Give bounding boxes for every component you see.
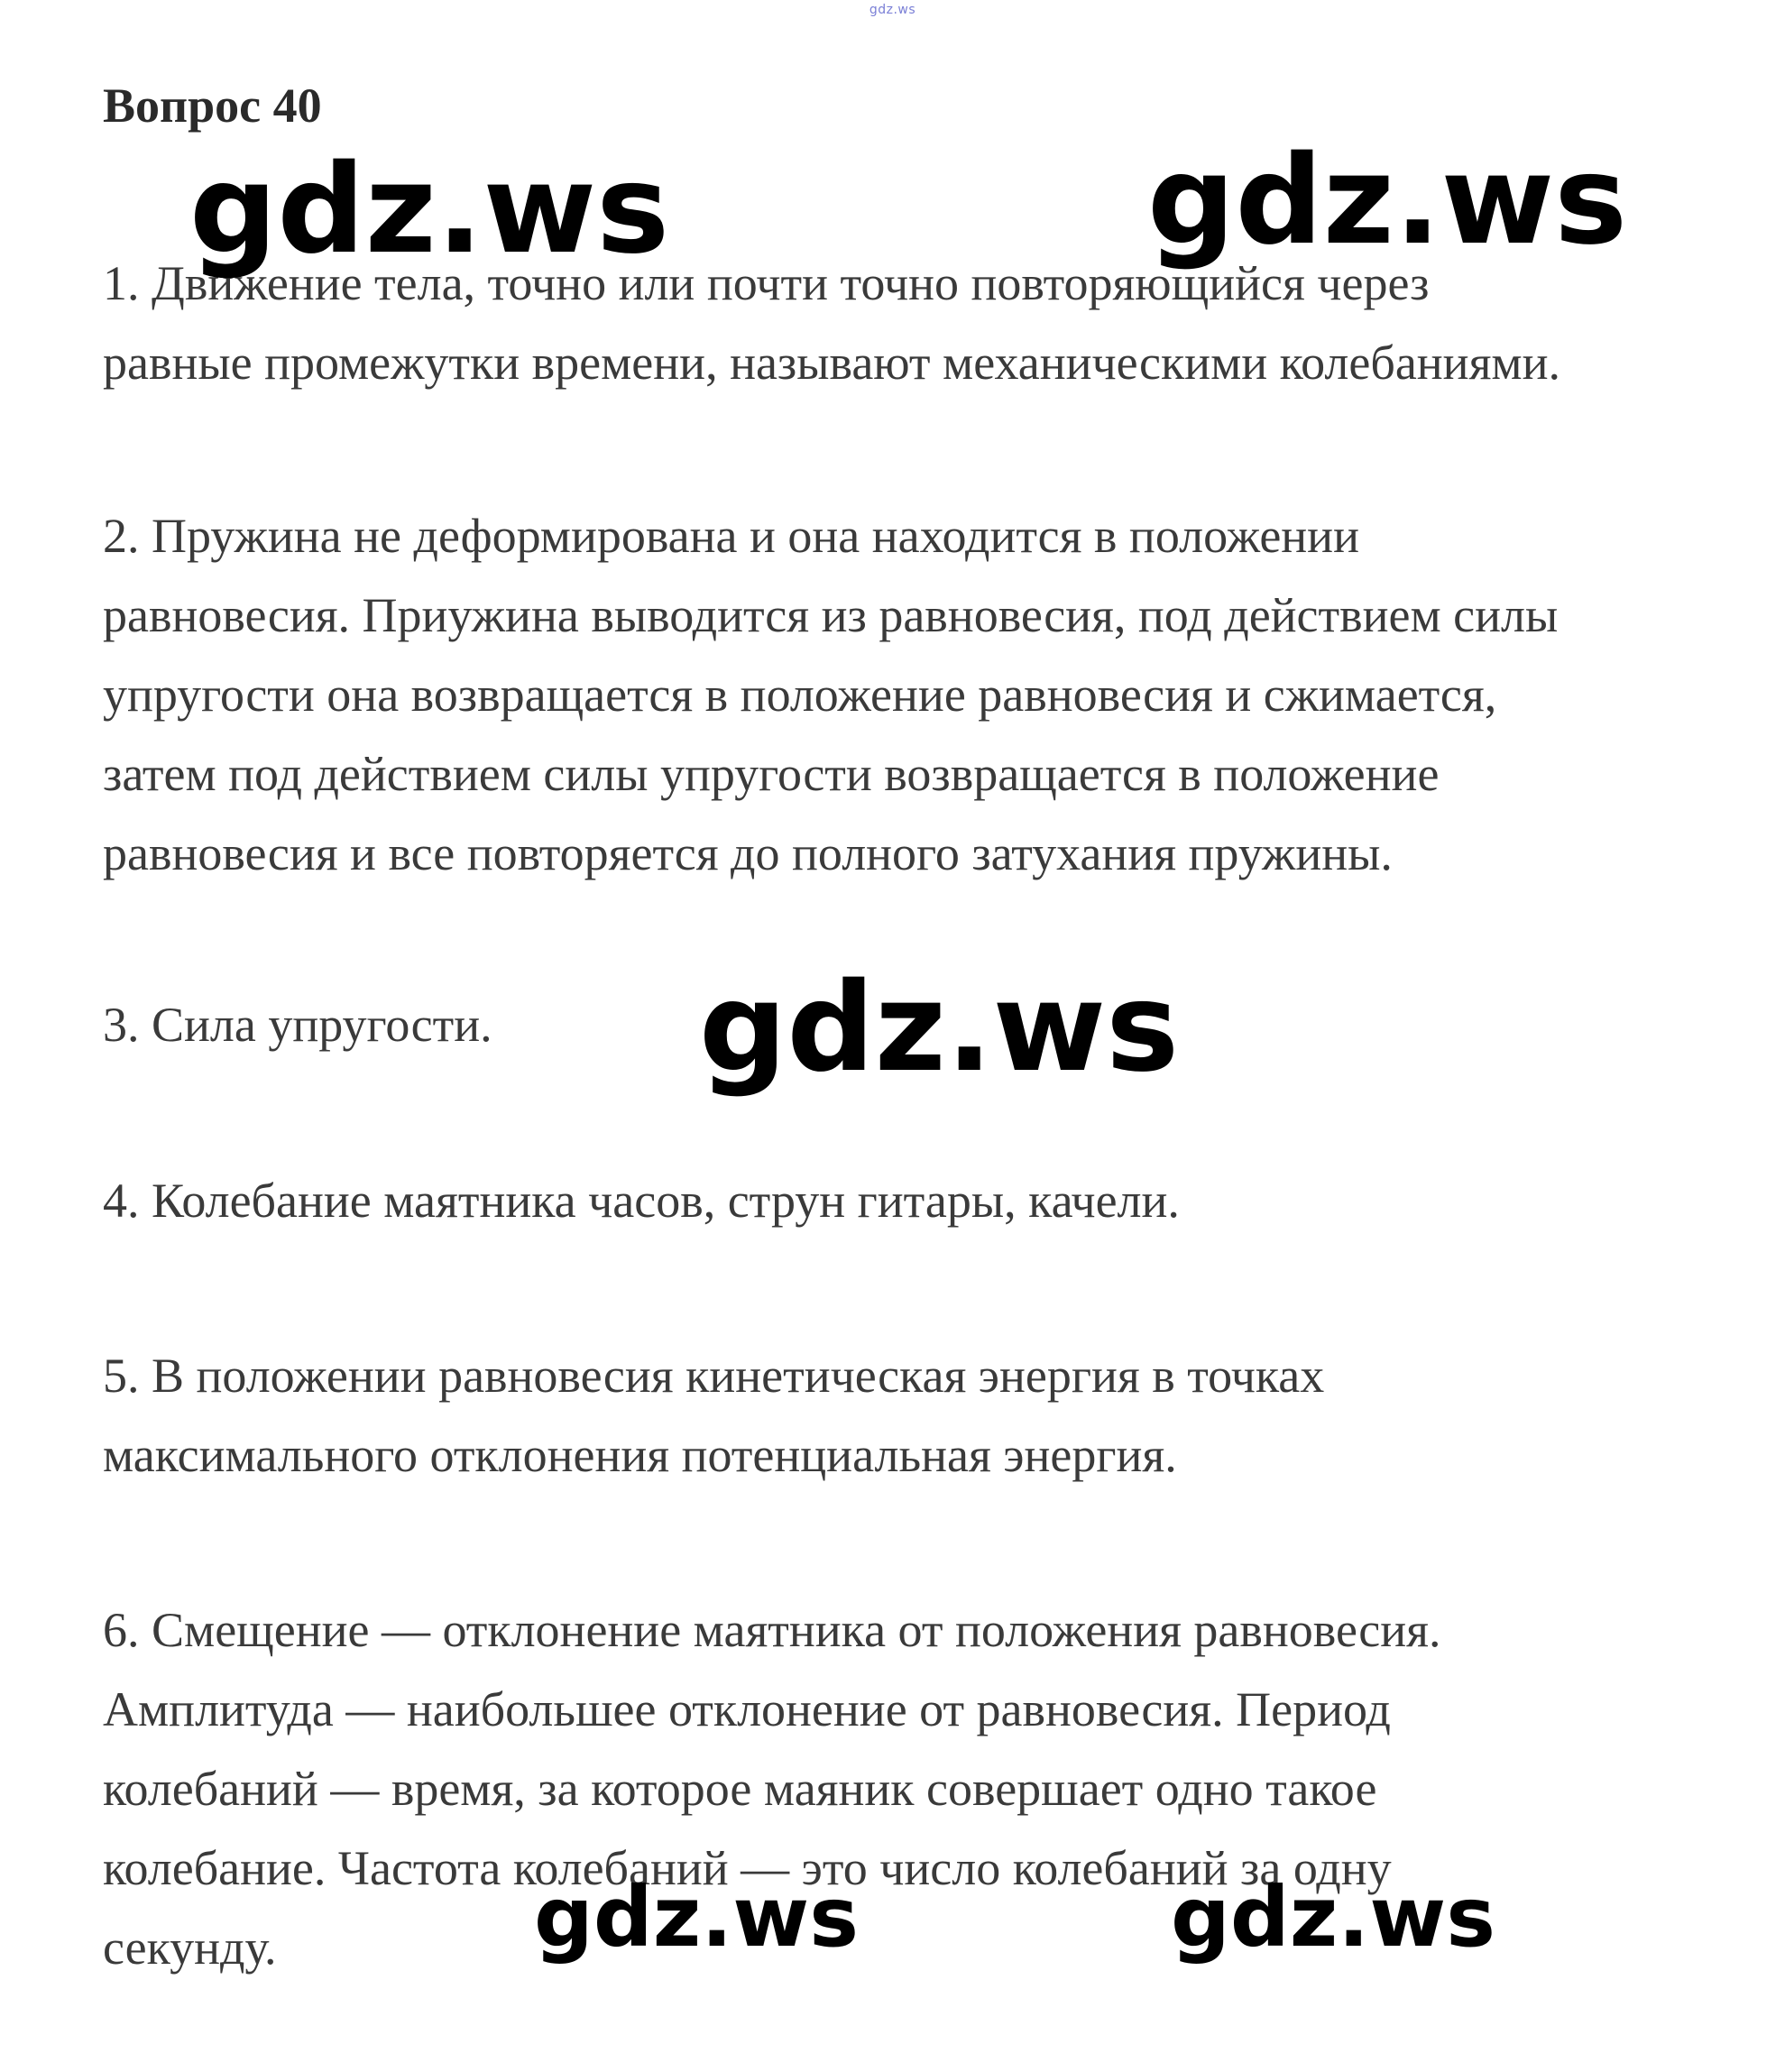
answer-2 xyxy=(103,496,1726,893)
watermark: gdz.ws xyxy=(1147,130,1628,272)
answer-line: 6. Смещение — отклонение маятника от положения равновесия. xyxy=(103,1603,1441,1657)
answer-line: колебаний — время, за которое маяник совершает одно такое xyxy=(103,1762,1377,1816)
watermark: gdz.ws xyxy=(534,1869,859,1966)
answer-line: равные промежутки времени, называют механическими колебаниями. xyxy=(103,336,1560,390)
answer-line: секунду. xyxy=(103,1920,277,1975)
answer-line: равновесия и все повторяется до полного затухания пружины. xyxy=(103,826,1393,880)
answer-line: колебание. Частота колебаний — это число колебаний за одну xyxy=(103,1841,1392,1895)
answer-line: максимального отклонения потенциальная энергия. xyxy=(103,1428,1177,1482)
answer-line: равновесия. Приужина выводится из равновесия, под действием силы xyxy=(103,588,1559,642)
top-watermark: gdz.ws xyxy=(869,3,916,17)
answer-line: 5. В положении равновесия кинетическая энергия в точках xyxy=(103,1349,1325,1403)
answer-line: 3. Сила упругости. xyxy=(103,998,492,1052)
answer-line: затем под действием силы упругости возвращается в положение xyxy=(103,747,1440,801)
watermark: gdz.ws xyxy=(189,139,670,281)
answer-line: Амплитуда — наибольшее отклонение от равновесия. Период xyxy=(103,1682,1391,1736)
answer-line: 2. Пружина не деформирована и она находится в положении xyxy=(103,509,1359,563)
answer-line: упругости она возвращается в положение равновесия и сжимается, xyxy=(103,668,1497,722)
watermark: gdz.ws xyxy=(699,957,1180,1100)
answer-4 xyxy=(103,1161,1726,1240)
answer-line: 4. Колебание маятника часов, струн гитары, качели. xyxy=(103,1174,1180,1228)
watermark: gdz.ws xyxy=(1171,1869,1495,1966)
question-heading: Вопрос 40 xyxy=(103,78,322,133)
answer-5 xyxy=(103,1336,1726,1495)
answer-line: 1. Движение тела, точно или почти точно повторяющийся через xyxy=(103,256,1430,310)
